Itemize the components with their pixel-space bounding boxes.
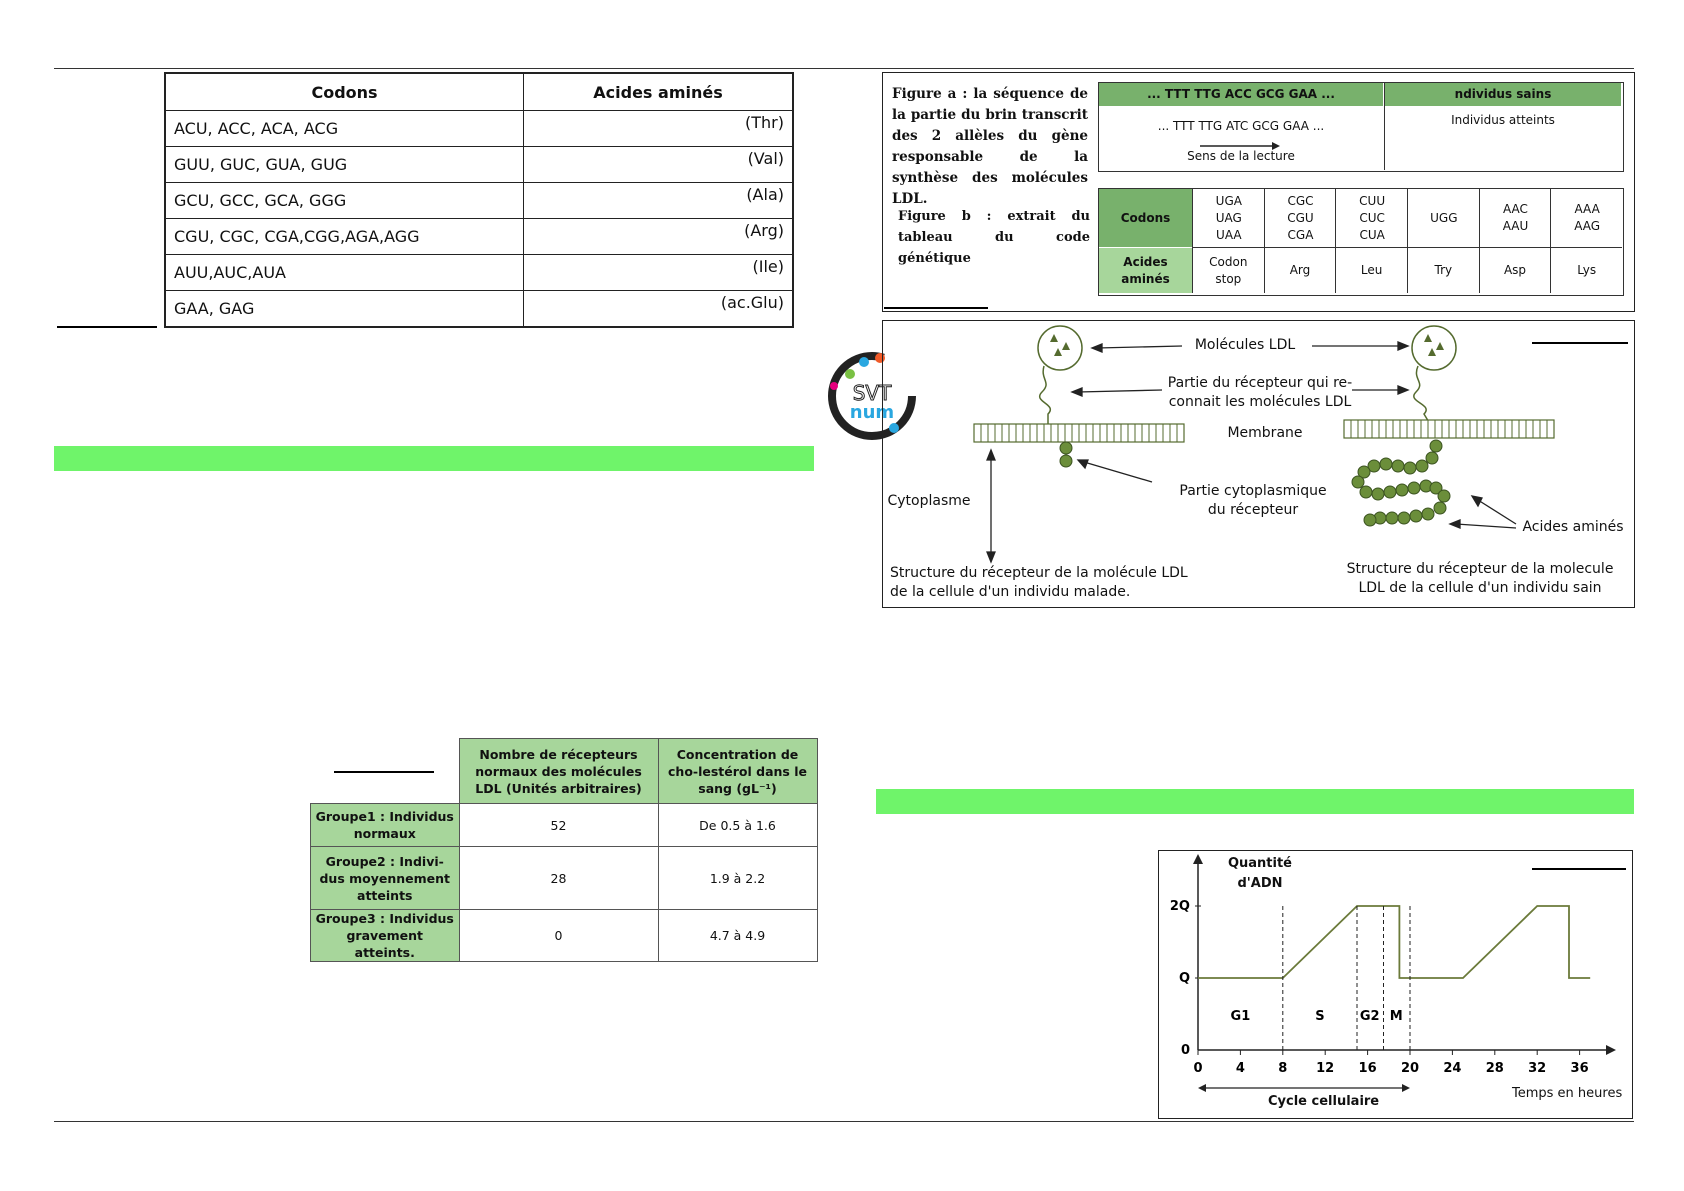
fig-a-seq-header: ... TTT TTG ACC GCG GAA ... <box>1099 83 1383 106</box>
label-cyto-part: Partie cytoplasmique du récepteur <box>1179 483 1327 518</box>
fig-b-codon-cell: AAA AAG <box>1550 189 1623 247</box>
ldl-col2-header: Concentration de cho-lestérol dans le sang (gL⁻¹) <box>658 739 817 804</box>
phase-label: G2 <box>1359 1009 1380 1024</box>
fig-a-seq-atteint: ... TTT TTG ATC GCG GAA ... <box>1157 118 1325 133</box>
fig-a-col-atteint: Individus atteints <box>1451 112 1555 127</box>
x-tick-label: 24 <box>1443 1061 1462 1076</box>
aa-cell: (Thr) <box>524 111 794 147</box>
amino-acid-chain-icon <box>1352 440 1450 526</box>
phase-label: M <box>1389 1009 1403 1024</box>
fig-b-aa-cell: Codon stop <box>1192 248 1264 293</box>
x-tick-label: 12 <box>1316 1061 1335 1076</box>
amino-acid-bead <box>1408 482 1420 494</box>
fig-b-aa-label: Acides aminés <box>1099 248 1192 293</box>
phase-label: S <box>1315 1009 1325 1024</box>
fig-b-codon-cell: CGC CGU CGA <box>1264 189 1337 247</box>
y-tick-label: Q <box>1178 971 1190 986</box>
amino-acid-bead <box>1380 458 1392 470</box>
codon-col-header: Codons <box>165 73 524 111</box>
x-tick-label: 32 <box>1528 1061 1547 1076</box>
group-cell: Groupe2 : Indivi-dus moyennement atteints <box>311 847 460 910</box>
ldl-molecule-left-icon <box>1038 326 1082 424</box>
table-row <box>165 147 793 183</box>
amino-acid-bead <box>1352 476 1364 488</box>
table-row <box>311 804 818 847</box>
codon-cell: CGU, CGC, CGA,CGG,AGA,AGG <box>165 219 524 255</box>
label-recognition: Partie du récepteur qui re- connait les molécules LDL <box>1167 375 1353 410</box>
codon-table <box>164 72 794 328</box>
cycle-arrow-right-icon <box>1402 1084 1410 1092</box>
amino-acid-bead <box>1426 452 1438 464</box>
label-ldl: Molécules LDL <box>1194 337 1296 353</box>
chol-cell: 1.9 à 2.2 <box>658 847 817 910</box>
amino-acid-bead <box>1386 512 1398 524</box>
label-cytoplasm: Cytoplasme <box>887 493 971 509</box>
top-rule <box>54 68 1634 69</box>
x-tick-label: 36 <box>1570 1061 1589 1076</box>
chart-xlabel: Temps en heures <box>1512 1086 1623 1101</box>
label-membrane: Membrane <box>1227 425 1303 441</box>
amino-acid-bead <box>1372 488 1384 500</box>
aa-cell: (Ala) <box>524 183 794 219</box>
codon-cell: GUU, GUC, GUA, GUG <box>165 147 524 183</box>
amino-acid-bead <box>1398 512 1410 524</box>
chol-cell: 4.7 à 4.9 <box>658 910 817 962</box>
aa-col-header: Acides aminés <box>524 73 794 111</box>
group-cell: Groupe1 : Individus normaux <box>311 804 460 847</box>
caption-healthy: Structure du récepteur de la molecule LDL de la cellule d'un individu sain <box>1346 561 1614 596</box>
fig-b-aa-cell: Arg <box>1264 248 1336 293</box>
chart-cycle-label: Cycle cellulaire <box>1268 1094 1380 1109</box>
dna-series-line <box>1198 906 1590 978</box>
chol-cell: De 0.5 à 1.6 <box>658 804 817 847</box>
cycle-arrow-left-icon <box>1198 1084 1206 1092</box>
fig-b-codon-cell: UGG <box>1407 189 1480 247</box>
amino-acid-bead <box>1360 486 1372 498</box>
codon-cell: AUU,AUC,AUA <box>165 255 524 291</box>
fig-a-underline <box>884 307 988 309</box>
amino-acid-bead <box>1410 510 1422 522</box>
x-tick-label: 4 <box>1235 1061 1245 1076</box>
svg-text:SVT: SVT <box>852 381 892 405</box>
table-row <box>165 219 793 255</box>
section-band-right <box>876 789 1634 814</box>
x-axis-arrow-icon <box>1606 1045 1616 1055</box>
amino-acid-bead <box>1434 502 1446 514</box>
codon-cell: ACU, ACC, ACA, ACG <box>165 111 524 147</box>
amino-acid-bead <box>1364 514 1376 526</box>
codon-cell: GAA, GAG <box>165 291 524 328</box>
y-tick-label: 2Q <box>1169 899 1190 914</box>
y-axis-arrow-icon <box>1193 854 1203 864</box>
x-tick-label: 16 <box>1358 1061 1377 1076</box>
caption-sick: Structure du récepteur de la molécule LDL de la cellule d'un individu malade. <box>890 565 1188 600</box>
amino-acid-bead <box>1438 490 1450 502</box>
ldl-table <box>310 738 818 962</box>
fig-b-codon-cell: UGA UAG UAA <box>1192 189 1265 247</box>
figure-b-caption: Figure b : extrait du tableau du code génétique <box>898 209 1090 266</box>
amino-acid-bead <box>1422 508 1434 520</box>
fig-b-codon-cell: CUU CUC CUA <box>1335 189 1408 247</box>
amino-acid-bead <box>1416 460 1428 472</box>
amino-acid-bead <box>1384 486 1396 498</box>
table-row <box>311 910 818 962</box>
receptors-cell: 28 <box>459 847 658 910</box>
fig-b-aa-cell: Try <box>1407 248 1479 293</box>
receptors-cell: 52 <box>459 804 658 847</box>
ldl-molecule-right-icon <box>1412 326 1456 424</box>
fig-b-aa-cell: Asp <box>1479 248 1551 293</box>
amino-acid-bead <box>1392 460 1404 472</box>
label-amino-acids: Acides aminés <box>1522 519 1624 535</box>
section-band-left <box>54 446 814 471</box>
table-row <box>165 291 793 328</box>
x-tick-label: 8 <box>1278 1061 1288 1076</box>
fig-a-col-sain: ndividus sains <box>1385 83 1621 106</box>
chart-ylabel: Quantité d'ADN <box>1227 856 1293 891</box>
fig-b-aa-cell: Leu <box>1335 248 1407 293</box>
svg-text:num: num <box>849 402 895 423</box>
y-tick-label: 0 <box>1180 1043 1190 1058</box>
table-row <box>165 183 793 219</box>
receptors-cell: 0 <box>459 910 658 962</box>
fig-b-codons-label: Codons <box>1099 189 1192 247</box>
amino-acid-bead <box>1404 462 1416 474</box>
fig-b-codon-cell: AAC AAU <box>1479 189 1552 247</box>
fig-b-aa-cell: Lys <box>1550 248 1622 293</box>
cyto-part-left-icon <box>1060 442 1072 467</box>
x-tick-label: 28 <box>1485 1061 1504 1076</box>
group-cell: Groupe3 : Individus gravement atteints. <box>311 910 460 962</box>
aa-cell: (Ile) <box>524 255 794 291</box>
table-row <box>311 847 818 910</box>
phase-label: G1 <box>1230 1009 1251 1024</box>
label-underline <box>57 326 157 328</box>
aa-cell: (ac.Glu) <box>524 291 794 328</box>
x-tick-label: 20 <box>1400 1061 1420 1076</box>
x-tick-label: 0 <box>1193 1061 1203 1076</box>
amino-acid-bead <box>1430 440 1442 452</box>
bottom-rule <box>54 1121 1634 1122</box>
aa-cell: (Val) <box>524 147 794 183</box>
codon-cell: GCU, GCC, GCA, GGG <box>165 183 524 219</box>
figure-a-caption: Figure a : la séquence de la partie du brin transcrit des 2 allèles du gène responsable de la synthèse des molécules LDL. <box>892 86 1088 207</box>
fig-a-reading: Sens de la lecture <box>1187 148 1295 163</box>
reading-arrow <box>1200 136 1280 146</box>
amino-acid-bead <box>1396 484 1408 496</box>
table-row <box>165 255 793 291</box>
table-row <box>165 111 793 147</box>
ldl-col1-header: Nombre de récepteurs normaux des molécules LDL (Unités arbitraires) <box>459 739 658 804</box>
aa-cell: (Arg) <box>524 219 794 255</box>
